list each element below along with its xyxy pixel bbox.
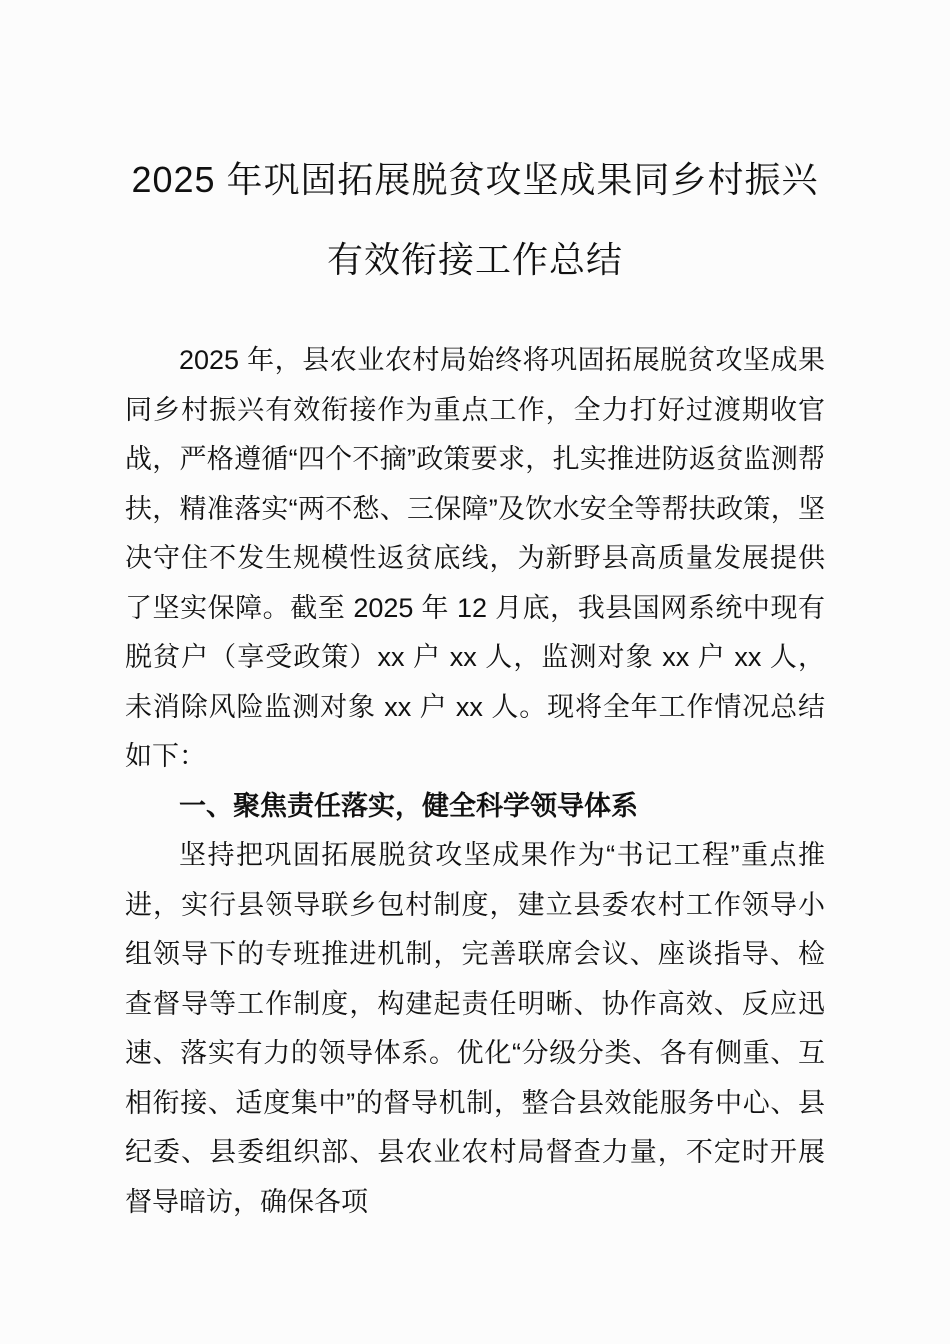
section-heading-1: 一、聚焦责任落实，健全科学领导体系 <box>179 790 638 821</box>
paragraph-section-1: 坚持把巩固拓展脱贫攻坚成果作为“书记工程”重点推进，实行县领导联乡包村制度，建立县委农村工作领导小组领导下的专班推进机制，完善联席会议、座谈指导、检查督导等工作制度，构建起责任明晰、协作高效、反应迅速、落实有力的领导体系。优化“分级分类、各有侧重、互相衔接、适度集中”的督导机制，整合县效能服务中心、县纪委、县委组织部、县农业农村局督查力量，不定时开展督导暗访，确保各项 <box>125 840 825 1217</box>
document-title: 2025 年巩固拓展脱贫攻坚成果同乡村振兴有效衔接工作总结 <box>131 159 819 280</box>
paragraph-intro: 2025 年，县农业农村局始终将巩固拓展脱贫攻坚成果同乡村振兴有效衔接作为重点工作，全力打好过渡期收官战，严格遵循“四个不摘”政策要求，扎实推进防返贫监测帮扶，精准落实“两不愁、三保障”及饮水安全等帮扶政策，坚决守住不发生规模性返贫底线，为新野县高质量发展提供了坚实保障。截至 2025 年 12 月底，我县国网系统中现有脱贫户（享受政策）xx 户 xx 人，监测对象 xx 户 xx 人，未消除风险监测对象 xx 户 xx 人。现将全年工作情况总结如下： <box>125 345 825 771</box>
document-body <box>125 336 825 1227</box>
